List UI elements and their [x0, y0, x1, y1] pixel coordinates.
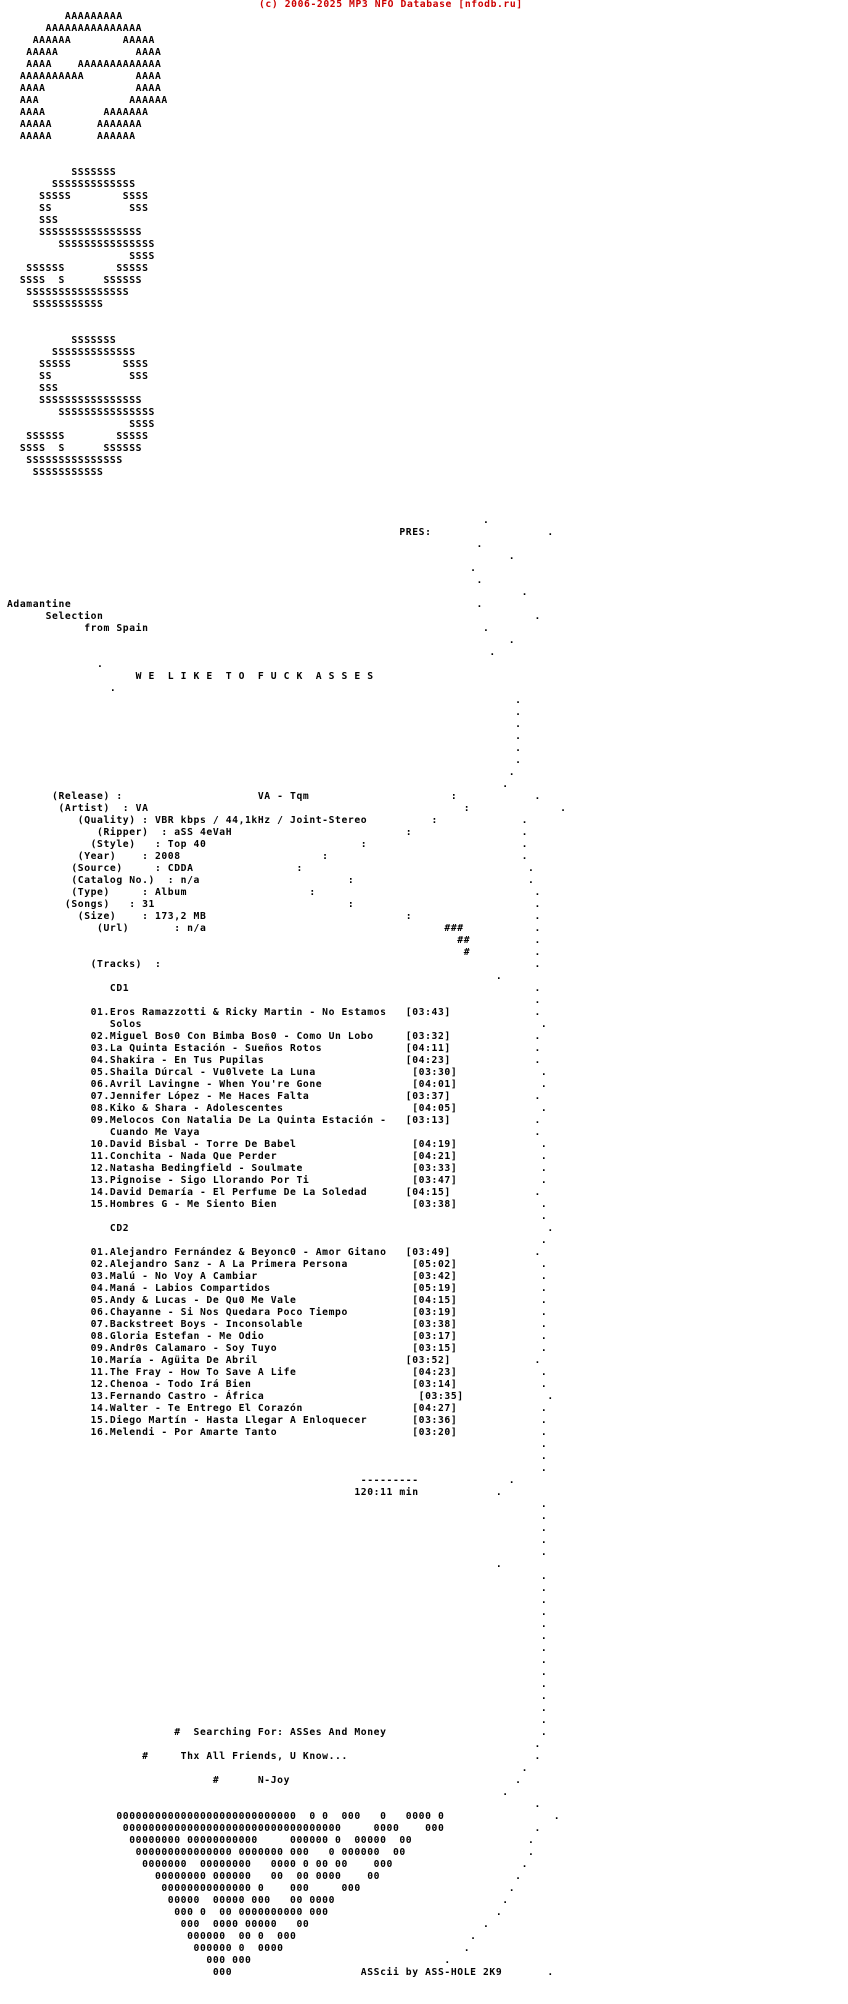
- nfo-line: SSSSSS SSSSS: [7, 263, 149, 274]
- nfo-line: Cuando Me Vaya .: [7, 1127, 541, 1138]
- nfo-line: SS SSS: [7, 203, 149, 214]
- nfo-line: .: [7, 1715, 548, 1726]
- nfo-line: SSSS S SSSSSS: [7, 275, 143, 286]
- nfo-line: AAAAA AAAAAA: [7, 131, 136, 142]
- nfo-line: (Artist) : VA : .: [7, 803, 567, 814]
- nfo-line: SSSSSSS: [7, 167, 117, 178]
- nfo-line: (Style) : Top 40 : .: [7, 839, 529, 850]
- nfo-line: .: [7, 731, 522, 742]
- nfo-line: SSSS: [7, 419, 155, 430]
- nfo-line: 000000 0 0000 .: [7, 1943, 471, 1954]
- nfo-line: .: [7, 743, 522, 754]
- nfo-line: (Type) : Album : .: [7, 887, 541, 898]
- nfo-line: .: [7, 1571, 548, 1582]
- nfo-line: # Thx All Friends, U Know... .: [7, 1751, 541, 1762]
- nfo-line: SSSSSSSSSSS: [7, 299, 104, 310]
- nfo-line: .: [7, 1439, 548, 1450]
- nfo-line: AAAAAAAAAAAAAAA: [7, 23, 143, 34]
- nfo-line: Adamantine .: [7, 599, 483, 610]
- nfo-line: 00000000 000000 00 00 0000 00 .: [7, 1871, 522, 1882]
- nfo-line: .: [7, 563, 477, 574]
- nfo-line: W E L I K E T O F U C K A S S E S: [7, 671, 374, 682]
- nfo-line: SSSS: [7, 251, 155, 262]
- nfo-line: SSSS S SSSSSS: [7, 443, 143, 454]
- nfo-line: .: [7, 587, 529, 598]
- nfo-line: 15.Diego Martín - Hasta Llegar A Enloquecer [03:36] .: [7, 1415, 548, 1426]
- nfo-line: 01.Eros Ramazzotti & Ricky Martin - No Estamos [03:43] .: [7, 1007, 541, 1018]
- nfo-line: .: [7, 539, 483, 550]
- nfo-line: AAA AAAAAA: [7, 95, 168, 106]
- nfo-line: --------- .: [7, 1475, 516, 1486]
- nfo-line: .: [7, 707, 522, 718]
- nfo-line: .: [7, 575, 483, 586]
- nfo-line: 10.David Bisbal - Torre De Babel [04:19] .: [7, 1139, 548, 1150]
- nfo-line: .: [7, 779, 509, 790]
- nfo-line: (Catalog No.) : n/a : .: [7, 875, 535, 886]
- nfo-line: .: [7, 1799, 541, 1810]
- nfo-line: 000 0 00 0000000000 000 .: [7, 1907, 503, 1918]
- nfo-line: 00000000 00000000000 000000 0 00000 00 .: [7, 1835, 535, 1846]
- nfo-line: # N-Joy .: [7, 1775, 522, 1786]
- nfo-line: 01.Alejandro Fernández & Beyonc0 - Amor Gitano [03:49] .: [7, 1247, 541, 1258]
- nfo-line: 05.Shaila Dúrcal - Vu0lvete La Luna [03:30] .: [7, 1067, 548, 1078]
- nfo-line: SSSSSSSSSSSSSSSS: [7, 395, 143, 406]
- nfo-line: .: [7, 1607, 548, 1618]
- nfo-line: .: [7, 659, 104, 670]
- nfo-line: AAAA AAAAAAA: [7, 107, 149, 118]
- nfo-line: SSSSSSSSSSSSSSSS: [7, 287, 130, 298]
- nfo-line: .: [7, 1523, 548, 1534]
- nfo-line: 06.Avril Lavingne - When You're Gone [04:01] .: [7, 1079, 548, 1090]
- nfo-line: 0000000000000000000000000000000000 0000 000 .: [7, 1823, 541, 1834]
- nfo-line: # Searching For: ASSes And Money .: [7, 1727, 548, 1738]
- nfo-line: .: [7, 1235, 548, 1246]
- nfo-line: .: [7, 515, 490, 526]
- nfo-line: 07.Backstreet Boys - Inconsolable [03:38] .: [7, 1319, 548, 1330]
- nfo-line: (Tracks) : .: [7, 959, 541, 970]
- nfo-line: 000000 00 0 000 .: [7, 1931, 477, 1942]
- nfo-line: 14.Walter - Te Entrego El Corazón [04:27] .: [7, 1403, 548, 1414]
- nfo-line: .: [7, 635, 516, 646]
- nfo-line: .: [7, 755, 522, 766]
- nfo-line: SSSSSSSSSSSSSSS: [7, 455, 123, 466]
- nfo-line: .: [7, 1211, 548, 1222]
- nfo-line: SSSSSSSSSSSSS: [7, 179, 136, 190]
- nfo-line: .: [7, 767, 516, 778]
- nfo-line: .: [7, 1559, 503, 1570]
- nfo-line: CD2 .: [7, 1223, 554, 1234]
- nfo-line: (Quality) : VBR kbps / 44,1kHz / Joint-Stereo : .: [7, 815, 529, 826]
- nfo-line: .: [7, 1655, 548, 1666]
- nfo-line: from Spain .: [7, 623, 490, 634]
- nfo-line: AAAAAAAAA: [7, 11, 123, 22]
- nfo-line: 0000000000000000000000000000 0 0 000 0 0000 0 .: [7, 1811, 561, 1822]
- nfo-line: 120:11 min .: [7, 1487, 503, 1498]
- nfo-line: SSSSS SSSS: [7, 359, 149, 370]
- nfo-line: .: [7, 971, 503, 982]
- nfo-line: PRES: .: [7, 527, 554, 538]
- nfo-line: .: [7, 719, 522, 730]
- nfo-line: 12.Natasha Bedingfield - Soulmate [03:33] .: [7, 1163, 548, 1174]
- nfo-line: 08.Kiko & Shara - Adolescentes [04:05] .: [7, 1103, 548, 1114]
- nfo-line: SSSSSSSSSSSSSSS: [7, 239, 155, 250]
- nfo-line: .: [7, 1619, 548, 1630]
- nfo-line: 0000000 00000000 0000 0 00 00 000 .: [7, 1859, 529, 1870]
- nfo-line: 09.Andr0s Calamaro - Soy Tuyo [03:15] .: [7, 1343, 548, 1354]
- nfo-line: .: [7, 683, 117, 694]
- nfo-line: 04.Maná - Labios Compartidos [05:19] .: [7, 1283, 548, 1294]
- nfo-line: .: [7, 1787, 509, 1798]
- nfo-line: SSSSSSS: [7, 335, 117, 346]
- nfo-line: SSS: [7, 215, 59, 226]
- nfo-line: 11.The Fray - How To Save A Life [04:23] .: [7, 1367, 548, 1378]
- nfo-line: AAAA AAAA: [7, 83, 162, 94]
- nfo-line: 13.Fernando Castro - África [03:35] .: [7, 1391, 554, 1402]
- nfo-line: 000000000000000 0000000 000 0 000000 00 .: [7, 1847, 535, 1858]
- nfo-line: SSSSSSSSSSSSSSSS: [7, 227, 143, 238]
- nfo-line: 03.Malú - No Voy A Cambiar [03:42] .: [7, 1271, 548, 1282]
- nfo-line: .: [7, 647, 496, 658]
- nfo-line: (Release) : VA - Tqm : .: [7, 791, 541, 802]
- nfo-line: 13.Pignoise - Sigo Llorando Por Ti [03:47] .: [7, 1175, 548, 1186]
- nfo-line: .: [7, 1763, 529, 1774]
- nfo-line: 06.Chayanne - Si Nos Quedara Poco Tiempo [03:19] .: [7, 1307, 548, 1318]
- nfo-line: 000 ASScii by ASS-HOLE 2K9 .: [7, 1967, 554, 1978]
- nfo-line: SSSSSSSSSSSSS: [7, 347, 136, 358]
- nfo-line: 000 0000 00000 00 .: [7, 1919, 490, 1930]
- nfo-line: 10.María - Agüita De Abril [03:52] .: [7, 1355, 541, 1366]
- nfodb-header: (c) 2006-2025 MP3 NFO Database [nfodb.ru]: [259, 0, 523, 10]
- nfo-line: AAAAA AAAAAAA: [7, 119, 143, 130]
- nfo-line: Solos .: [7, 1019, 548, 1030]
- nfo-line: .: [7, 695, 522, 706]
- nfo-line: 14.David Demaría - El Perfume De La Soledad [04:15] .: [7, 1187, 541, 1198]
- nfo-line: 08.Gloria Estefan - Me Odio [03:17] .: [7, 1331, 548, 1342]
- nfo-line: # .: [7, 947, 541, 958]
- nfo-line: SSSSS SSSS: [7, 191, 149, 202]
- nfo-line: (Songs) : 31 : .: [7, 899, 541, 910]
- nfo-line: .: [7, 1631, 548, 1642]
- nfo-line: .: [7, 1463, 548, 1474]
- nfo-line: 02.Alejandro Sanz - A La Primera Persona [05:02] .: [7, 1259, 548, 1270]
- nfo-line: .: [7, 1451, 548, 1462]
- nfo-line: .: [7, 1667, 548, 1678]
- nfo-line: .: [7, 1679, 548, 1690]
- nfo-line: SSS: [7, 383, 59, 394]
- nfo-line: 00000000000000 0 000 000 .: [7, 1883, 516, 1894]
- nfo-line: CD1 .: [7, 983, 541, 994]
- nfo-line: 05.Andy & Lucas - De Qu0 Me Vale [04:15] .: [7, 1295, 548, 1306]
- nfo-line: SSSSSSSSSSS: [7, 467, 104, 478]
- nfo-line: 03.La Quinta Estación - Sueños Rotos [04:11] .: [7, 1043, 541, 1054]
- nfo-line: AAAAAAAAAA AAAA: [7, 71, 162, 82]
- nfo-line: ## .: [7, 935, 541, 946]
- nfo-line: 07.Jennifer López - Me Haces Falta [03:37] .: [7, 1091, 541, 1102]
- nfo-line: .: [7, 1499, 548, 1510]
- nfo-line: .: [7, 1691, 548, 1702]
- nfo-line: 02.Miguel Bos0 Con Bimba Bos0 - Como Un Lobo [03:32] .: [7, 1031, 541, 1042]
- nfo-line: .: [7, 1583, 548, 1594]
- nfo-line: AAAAA AAAA: [7, 47, 162, 58]
- nfo-line: 00000 00000 000 00 0000 .: [7, 1895, 509, 1906]
- nfo-line: SSSSSSSSSSSSSSS: [7, 407, 155, 418]
- nfo-line: .: [7, 551, 516, 562]
- nfo-line: 16.Melendi - Por Amarte Tanto [03:20] .: [7, 1427, 548, 1438]
- nfo-line: AAAA AAAAAAAAAAAAA: [7, 59, 162, 70]
- nfo-line: .: [7, 1535, 548, 1546]
- nfo-line: 15.Hombres G - Me Siento Bien [03:38] .: [7, 1199, 548, 1210]
- nfo-line: 09.Melocos Con Natalia De La Quinta Estación - [03:13] .: [7, 1115, 541, 1126]
- nfo-line: 11.Conchita - Nada Que Perder [04:21] .: [7, 1151, 548, 1162]
- nfo-line: Selection .: [7, 611, 541, 622]
- nfo-line: .: [7, 1595, 548, 1606]
- nfo-line: (Year) : 2008 : .: [7, 851, 529, 862]
- nfo-line: .: [7, 1547, 548, 1558]
- nfo-line: 000 000 .: [7, 1955, 451, 1966]
- nfo-line: 04.Shakira - En Tus Pupilas [04:23] .: [7, 1055, 541, 1066]
- nfo-line: .: [7, 1643, 548, 1654]
- nfo-line: SSSSSS SSSSS: [7, 431, 149, 442]
- nfo-line: 12.Chenoa - Todo Irá Bien [03:14] .: [7, 1379, 548, 1390]
- nfo-line: AAAAAA AAAAA: [7, 35, 155, 46]
- nfo-line: .: [7, 1703, 548, 1714]
- nfo-line: (Ripper) : aSS 4eVaH : .: [7, 827, 529, 838]
- nfo-line: .: [7, 995, 541, 1006]
- nfo-line: SS SSS: [7, 371, 149, 382]
- nfo-line: .: [7, 1739, 541, 1750]
- nfo-line: (Size) : 173,2 MB : .: [7, 911, 541, 922]
- nfo-line: (Url) : n/a ### .: [7, 923, 541, 934]
- nfo-line: .: [7, 1511, 548, 1522]
- nfo-line: (Source) : CDDA : .: [7, 863, 535, 874]
